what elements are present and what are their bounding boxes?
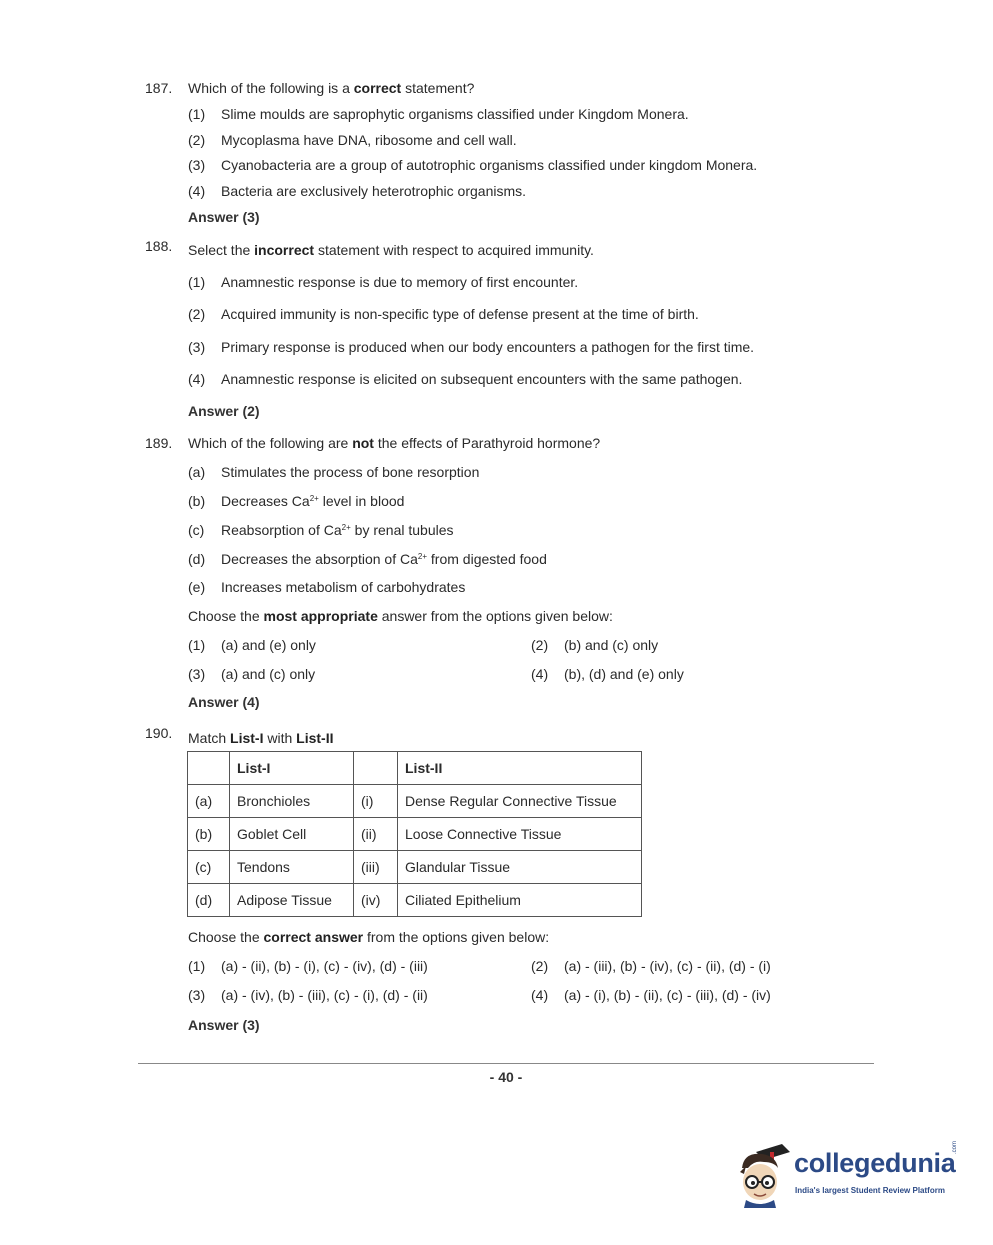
option-number: (1) [188,274,206,290]
instruction-text: Choose the most appropriate answer from the options given below: [188,608,613,624]
option-text: (a) and (c) only [221,666,316,682]
item-text: Stimulates the process of bone resorption [221,464,480,480]
option-number: (2) [531,958,549,974]
option-text: (a) - (ii), (b) - (i), (c) - (iv), (d) - (iii) [221,958,428,974]
footer-divider [138,1063,874,1064]
answer-label: Answer (3) [188,1017,260,1033]
option-number: (3) [188,157,206,173]
collegedunia-logo [734,1138,964,1208]
table-cell: (d) [188,884,230,917]
item-text: Decreases $Ca^{2+}$ level in blood [221,493,405,509]
table-cell: (ii) [354,818,398,851]
item-text: Decreases the absorption of $Ca^{2+}$ from digested food [221,551,547,567]
option-number: (3) [188,339,206,355]
brand-tagline: India's largest Student Review Platform [795,1186,945,1195]
student-mascot-icon [734,1138,792,1208]
option-number: (4) [188,371,206,387]
item-label: (b) [188,493,206,509]
match-table [187,751,642,917]
option-text: (a) - (i), (b) - (ii), (c) - (iii), (d) - (iv) [564,987,771,1003]
option-text: Acquired immunity is non-specific type of defense present at the time of birth. [221,306,699,322]
table-row [188,851,642,884]
option-number: (1) [188,637,206,653]
option-text: (b), (d) and (e) only [564,666,684,682]
item-text: Reabsorption of $Ca^{2+}$ by renal tubules [221,522,454,538]
option-number: (1) [188,106,206,122]
table-header-cell [188,752,230,785]
option-text: (b) and (c) only [564,637,659,653]
item-label: (e) [188,579,206,595]
option-number: (2) [188,132,206,148]
question-text: Select the incorrect statement with respect to acquired immunity. [188,242,594,258]
item-label: (c) [188,522,205,538]
option-number: (4) [531,666,549,682]
table-cell: Ciliated Epithelium [398,884,642,917]
option-text: Primary response is produced when our body encounters a pathogen for the first time. [221,339,755,355]
item-text: Increases metabolism of carbohydrates [221,579,466,595]
option-number: (3) [188,987,206,1003]
option-number: (2) [531,637,549,653]
question-number: 190. [145,725,173,741]
answer-label: Answer (2) [188,403,260,419]
option-text: (a) - (iv), (b) - (iii), (c) - (i), (d) - (ii) [221,987,428,1003]
table-header-cell: List-I [230,752,354,785]
question-text: Match List-I with List-II [188,730,334,746]
item-label: (d) [188,551,206,567]
instruction-text: Choose the correct answer from the options given below: [188,929,550,945]
table-cell: (iv) [354,884,398,917]
option-text: Slime moulds are saprophytic organisms classified under Kingdom Monera. [221,106,689,122]
table-header-cell: List-II [398,752,642,785]
question-number: 187. [145,80,173,96]
table-cell: Loose Connective Tissue [398,818,642,851]
answer-label: Answer (4) [188,694,260,710]
option-number: (3) [188,666,206,682]
item-label: (a) [188,464,206,480]
table-row [188,785,642,818]
table-cell: (b) [188,818,230,851]
option-text: Cyanobacteria are a group of autotrophic organisms classified under kingdom Monera. [221,157,758,173]
table-header-cell [354,752,398,785]
option-number: (1) [188,958,206,974]
table-row [188,884,642,917]
option-number: (2) [188,306,206,322]
table-cell: (iii) [354,851,398,884]
table-cell: Dense Regular Connective Tissue [398,785,642,818]
answer-label: Answer (3) [188,209,260,225]
option-number: (4) [531,987,549,1003]
option-text: Anamnestic response is due to memory of first encounter. [221,274,579,290]
table-header-row [188,752,642,785]
question-text: Which of the following are not the effects of Parathyroid hormone? [188,435,601,451]
option-text: Mycoplasma have DNA, ribosome and cell wall. [221,132,517,148]
question-number: 188. [145,238,173,254]
brand-suffix: .com [952,1140,958,1154]
table-cell: Tendons [230,851,354,884]
question-text: Which of the following is a correct statement? [188,80,475,96]
brand-name: collegedunia [794,1148,956,1178]
page-number: - 40 - [489,1069,523,1085]
option-text: Bacteria are exclusively heterotrophic organisms. [221,183,527,199]
table-cell: Glandular Tissue [398,851,642,884]
question-number: 189. [145,435,173,451]
table-cell: Adipose Tissue [230,884,354,917]
table-row [188,818,642,851]
table-cell: (i) [354,785,398,818]
table-cell: Goblet Cell [230,818,354,851]
option-text: (a) - (iii), (b) - (iv), (c) - (ii), (d) - (i) [564,958,771,974]
table-cell: (c) [188,851,230,884]
table-cell: Bronchioles [230,785,354,818]
option-text: Anamnestic response is elicited on subsequent encounters with the same pathogen. [221,371,743,387]
option-number: (4) [188,183,206,199]
option-text: (a) and (e) only [221,637,316,653]
table-cell: (a) [188,785,230,818]
